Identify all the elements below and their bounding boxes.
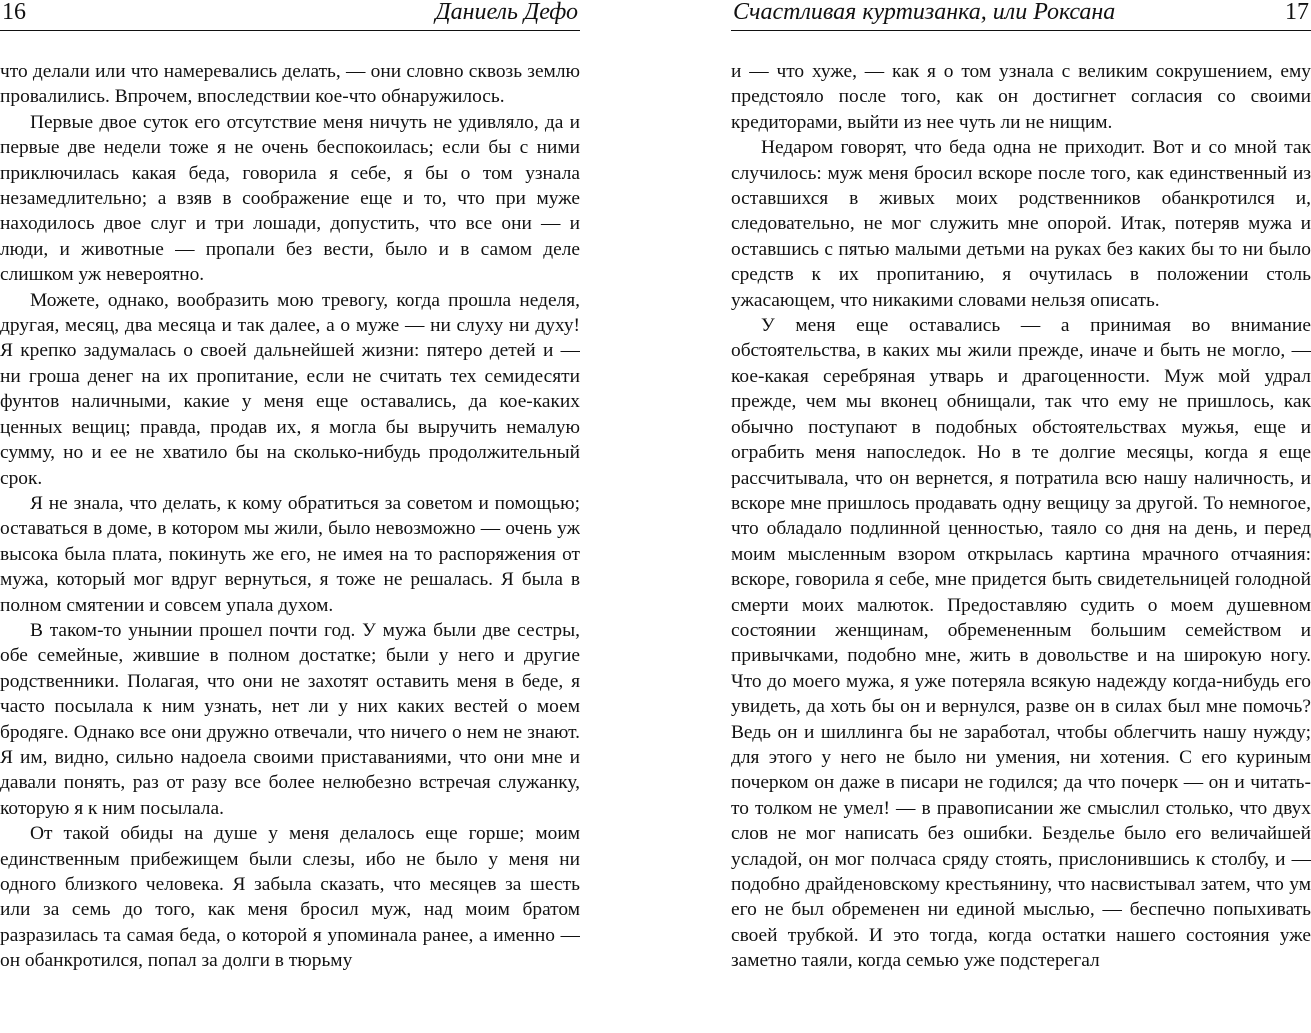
paragraph: У меня еще оставались — а принимая во внимание обстоятельства, в каких мы жили прежде, иначе и быть не могло, — кое-какая серебряная утварь и драгоценности. Муж мой удрал прежде, чем мы вконец обнищали, так что ему не пришлось, как обычно поступают в подобных обстоятельствах мужья, еще и ограбить меня напоследок. Но в те долгие месяцы, когда я еще рассчитывала, что он вернется, я потратила всю нашу наличность, и вскоре мне пришлось продавать одну вещицу за другой. То немногое, что обладало подлинной ценностью, таяло со дня на день, и перед моим мысленным взором открылась картина мрачного отчаяния: вскоре, говорила я себе, мне придется быть свидетельницей голодной смерти моих малюток. Предоставляю судить о моем душевном состоянии женщинам, обремененным большим семейством и привычками, подобно мне, жить в довольстве и на широкую ногу. Что до моего мужа, я уже потеряла всякую надежду когда-нибудь его увидеть, да хоть бы он и вернулся, разве он в силах был мне помочь? Ведь он и шиллинга бы не заработал, чтобы облегчить нашу нужду; для этого у него не было ни умения, ни хотения. С его куриным почерком он даже в писари не годился; да что почерк — он и читать-то толком не умел! — в правописании же смыслил столько, что двух слов не мог написать без ошибки. Безделье было его величайшей усладой, он мог полчаса сряду стоять, прислонившись к столбу, и — подобно драйденовскому крестьянину, что насвистывал затем, что ум его не был обременен ни единой мыслью, — беспечно попыхивать своей трубкой. И это тогда, когда остатки нашего состояния уже заметно таяли, когда семью уже подстерегал: [731, 315, 1311, 972]
left-page-header: [0, 0, 580, 31]
paragraph: Можете, однако, вообразить мою тревогу, когда прошла неделя, другая, месяц, два месяца и так далее, а о муже — ни слуху ни духу! Я крепко задумалась о своей дальнейшей жизни: пятеро детей и — ни гроша денег на их пропитание, если не считать тех семидесяти фунтов наличными, какие у меня еще оставались, да кое-каких ценных вещиц; правда, продав их, я могла бы выручить немалую сумму, но и ее не хватило бы на сколько-нибудь продолжительный срок.: [0, 289, 580, 489]
running-head: Счастливая куртизанка, или Роксана: [733, 0, 1116, 25]
left-page-body: [0, 59, 580, 974]
page-number: 17: [1285, 0, 1309, 25]
left-page: [0, 0, 580, 1033]
paragraph: В таком-то унынии прошел почти год. У мужа были две сестры, обе семейные, жившие в полном достатке; были у него и другие родственники. Полагая, что они не захотят оставить меня в беде, я часто посылала к ним узнать, нет ли у них каких вестей о моем бродяге. Однако все они дружно отвечали, что ничего о нем не знают. Я им, видно, сильно надоела своими приставаниями, что они мне и давали понять, раз от разу все более нелюбезно встречая служанку, которую я к ним посылала.: [0, 619, 580, 819]
paragraph: Недаром говорят, что беда одна не приходит. Вот и со мной так случилось: муж меня бросил вскоре после того, как единственный из оставшихся в живых моих родственников обанкротился и, следовательно, не мог служить мне опорой. Итак, потеряв мужа и оставшись с пятью малыми детьми на руках без каких бы то ни было средств к их пропитанию, я очутилась в положении столь ужасающем, что никакими словами нельзя описать.: [731, 137, 1311, 311]
page-number: 16: [2, 0, 26, 25]
right-page-header: [731, 0, 1311, 31]
running-head: Даниель Дефо: [435, 0, 578, 25]
paragraph: От такой обиды на душе у меня делалось еще горше; моим единственным прибежищем были слезы, ибо не было у меня ни одного близкого человека. Я забыла сказать, что месяцев за шесть или за семь до того, как меня бросил муж, над моим братом разразилась та самая беда, о которой я упоминала ранее, а именно — он обанкротился, попал за долги в тюрьму: [0, 823, 580, 972]
paragraph: что делали или что намеревались делать, — они словно сквозь землю провалились. Впрочем, впоследствии кое-что обнаружилось.: [0, 61, 580, 108]
right-page: [731, 0, 1311, 1033]
right-page-body: [731, 59, 1311, 974]
paragraph: Я не знала, что делать, к кому обратиться за советом и помощью; оставаться в доме, в котором мы жили, было невозможно — очень уж высока была плата, покинуть же его, не имея на то распоряжения от мужа, который мог вдруг вернуться, я тоже не решалась. Я была в полном смятении и совсем упала духом.: [0, 492, 580, 616]
paragraph: и — что хуже, — как я о том узнала с великим сокрушением, ему предстояло после того, как он достигнет согласия со своими кредиторами, выйти из нее чуть ли не нищим.: [731, 61, 1311, 133]
paragraph: Первые двое суток его отсутствие меня ничуть не удивляло, да и первые две недели тоже я не очень беспокоилась; если бы с ними приключилась какая беда, говорила я себе, я бы о том узнала незамедлительно; а взяв в соображение еще и то, что при муже находилось двое слуг и три лошади, допустить, что все они — и люди, и животные — пропали без вести, было и в самом деле слишком уж невероятно.: [0, 111, 580, 286]
